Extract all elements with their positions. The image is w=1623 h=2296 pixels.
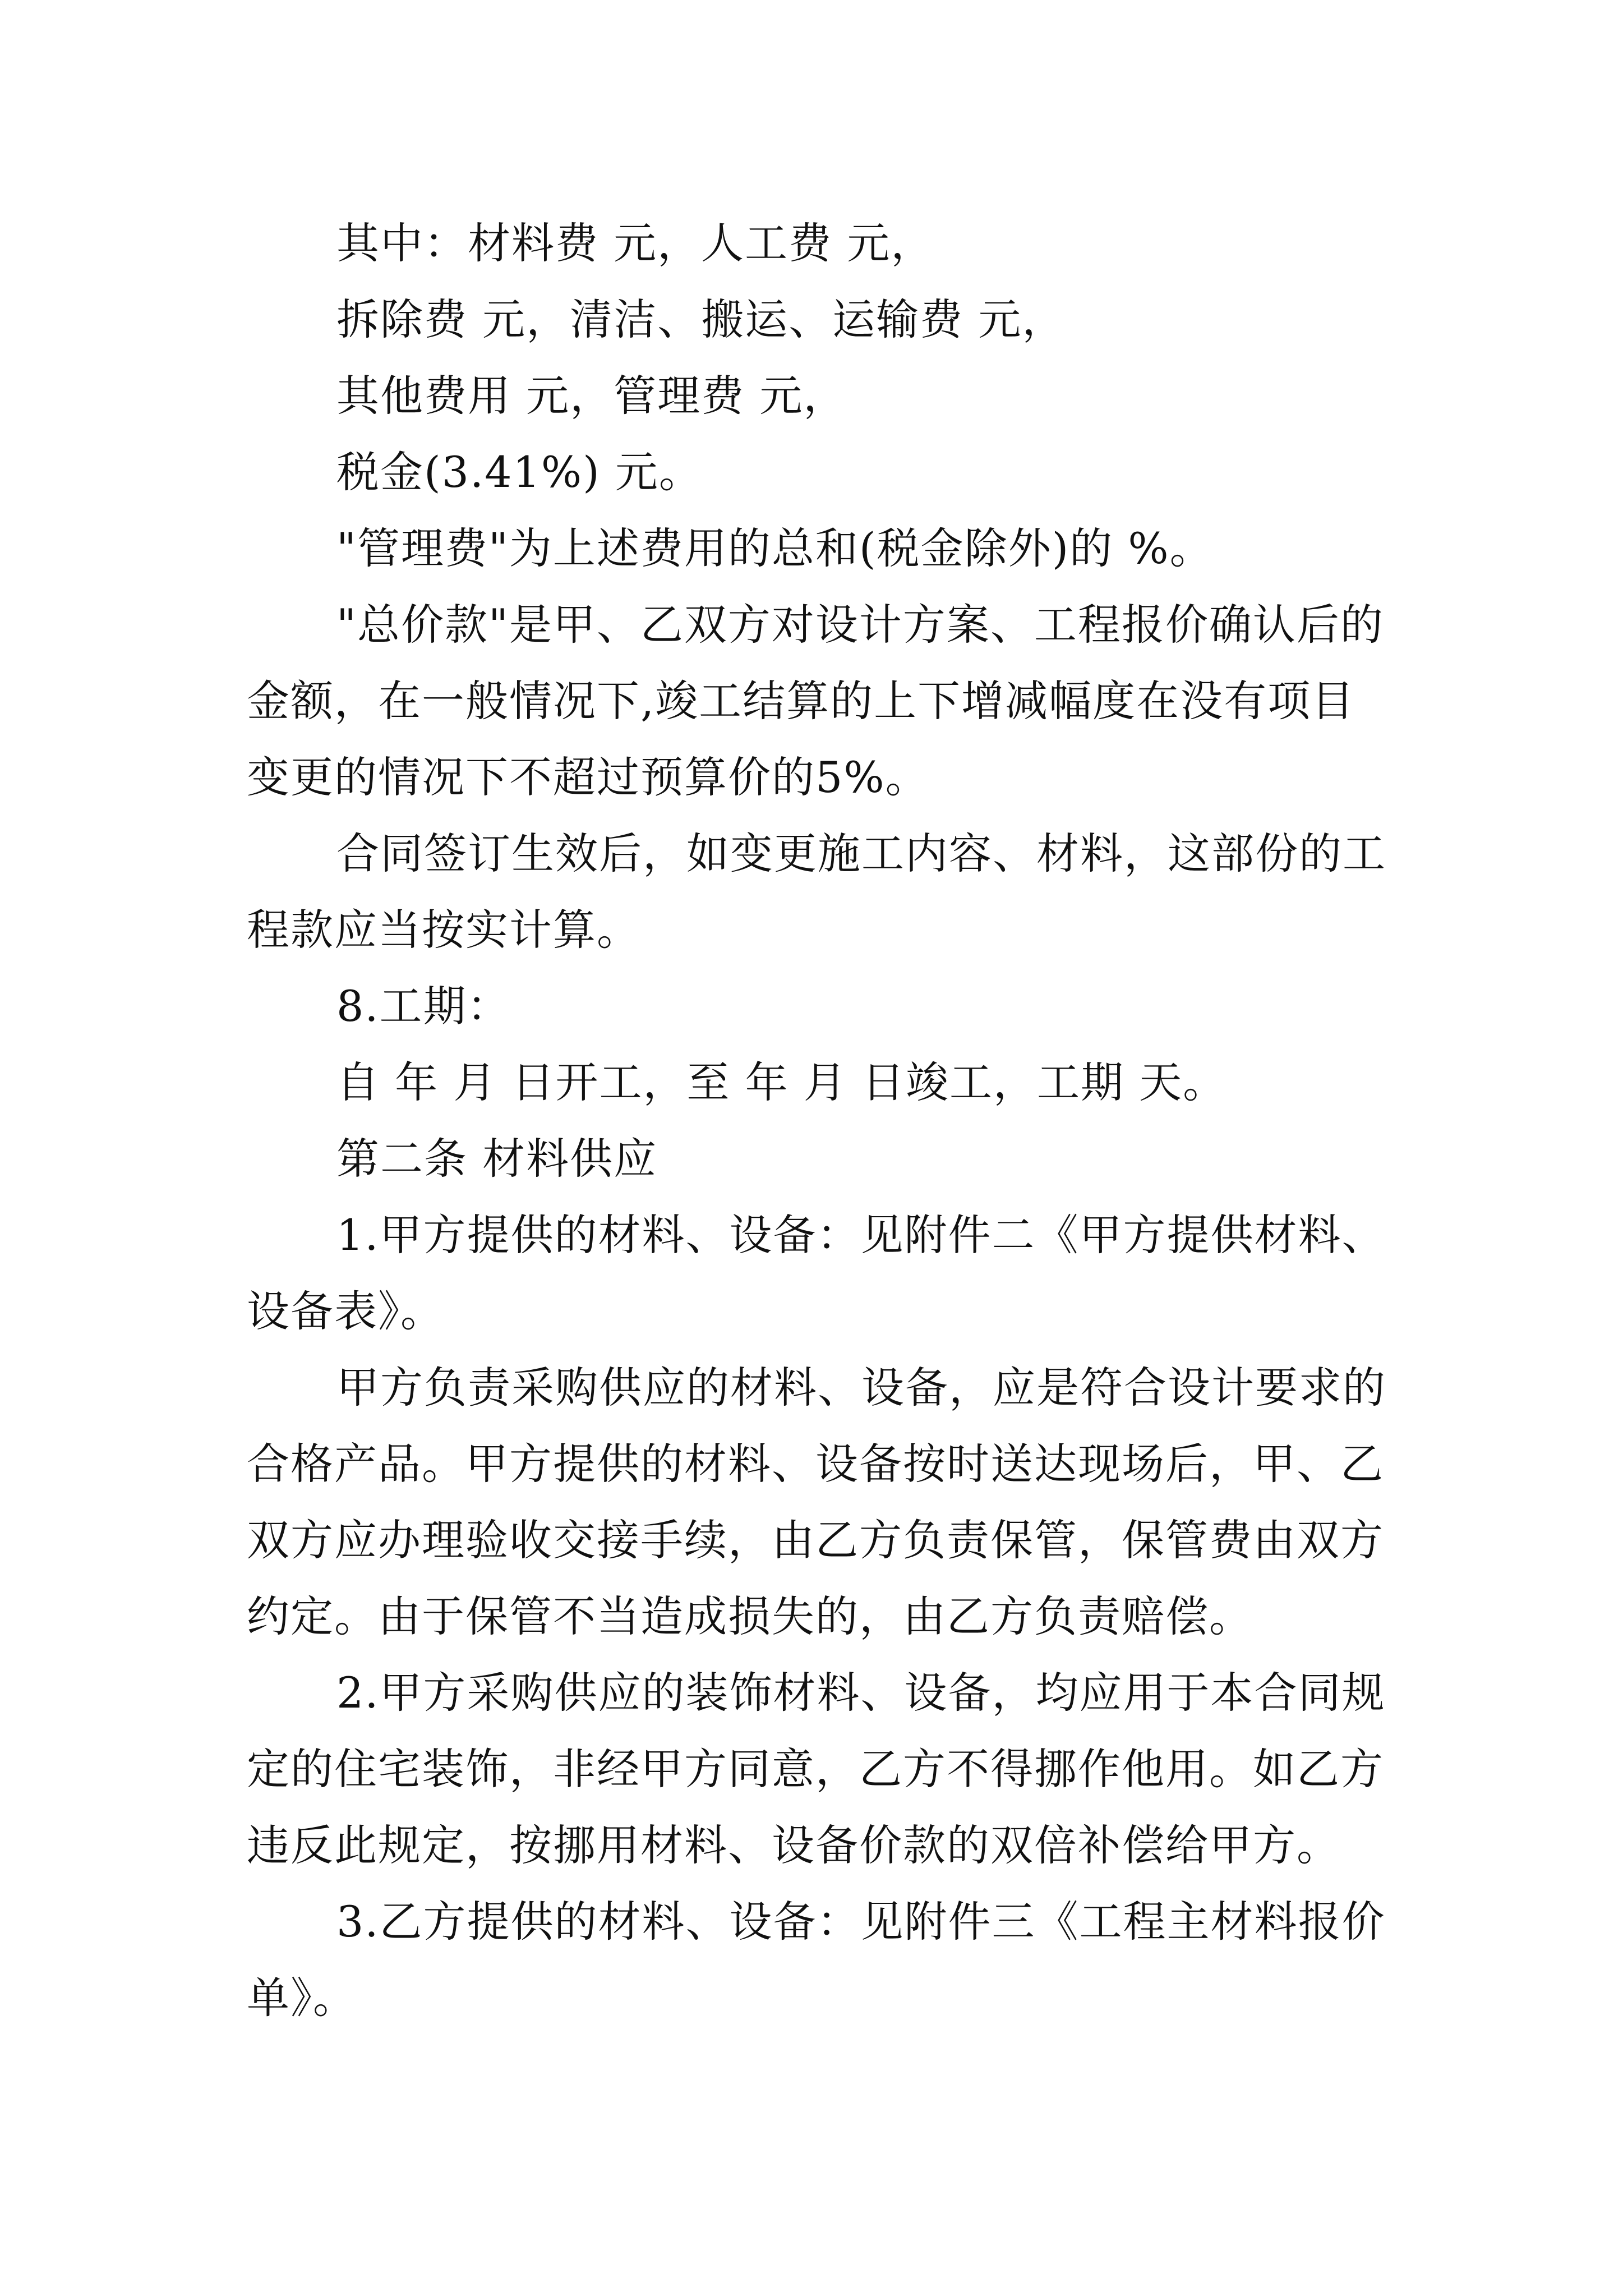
text-line: "总价款"是甲、乙双方对设计方案、工程报价确认后的 (336, 600, 1384, 650)
text-line: 单》。 (247, 1973, 357, 2023)
text-line: 变更的情况下不超过预算价的5%。 (247, 752, 929, 802)
text-line: 金额，在一般情况下,竣工结算的上下增减幅度在没有项目 (247, 676, 1355, 726)
text-line: 合格产品。甲方提供的材料、设备按时送达现场后，甲、乙 (247, 1439, 1384, 1489)
text-line: 违反此规定，按挪用材料、设备价款的双倍补偿给甲方。 (247, 1820, 1340, 1870)
text-line: 8.工期： (336, 981, 511, 1031)
text-line: 定的住宅装饰，非经甲方同意，乙方不得挪作他用。如乙方 (247, 1744, 1384, 1794)
text-line: 约定。由于保管不当造成损失的，由乙方负责赔偿。 (247, 1591, 1253, 1641)
text-line: 其他费用 元，管理费 元， (336, 371, 847, 421)
text-line: 合同签订生效后，如变更施工内容、材料，这部份的工 (336, 829, 1386, 878)
text-line: 第二条 材料供应 (336, 1134, 658, 1184)
text-line: 1.甲方提供的材料、设备：见附件二《甲方提供材料、 (336, 1210, 1386, 1260)
text-line: 税金(3.41%) 元。 (336, 447, 703, 497)
text-line: 其中：材料费 元，人工费 元， (336, 218, 935, 268)
text-line: 3.乙方提供的材料、设备：见附件三《工程主材料报价 (336, 1897, 1386, 1947)
text-line: "管理费"为上述费用的总和(税金除外)的 %。 (336, 523, 1214, 573)
text-line: 设备表》。 (247, 1286, 444, 1336)
text-line: 自 年 月 日开工，至 年 月 日竣工，工期 天。 (336, 1057, 1227, 1107)
text-line: 程款应当按实计算。 (247, 905, 640, 955)
text-line: 甲方负责采购供应的材料、设备，应是符合设计要求的 (336, 1363, 1386, 1412)
text-line: 拆除费 元，清洁、搬运、运输费 元， (336, 295, 1066, 344)
text-line: 2.甲方采购供应的装饰材料、设备，均应用于本合同规 (336, 1668, 1386, 1718)
text-line: 双方应办理验收交接手续，由乙方负责保管，保管费由双方 (247, 1515, 1384, 1565)
